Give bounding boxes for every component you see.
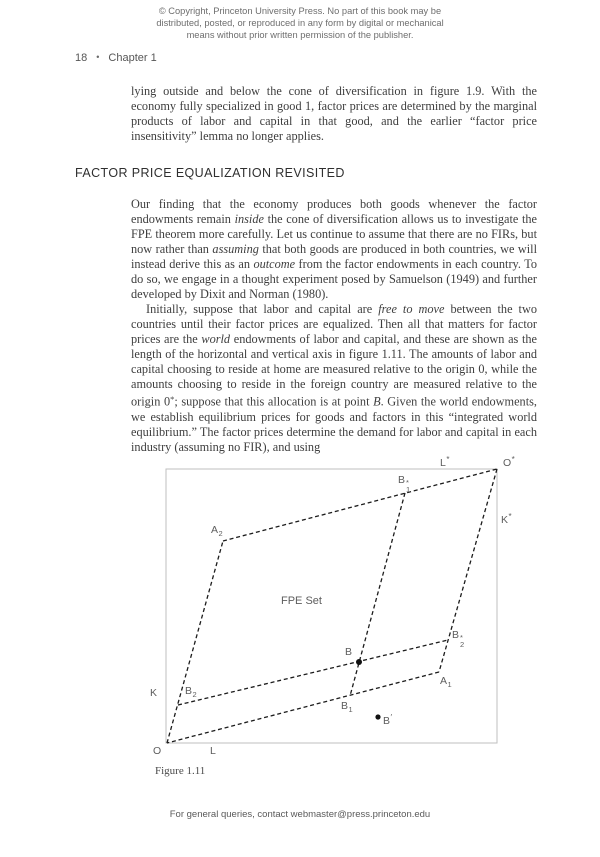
section-heading: FACTOR PRICE EQUALIZATION REVISITED [75, 166, 345, 180]
copyright-line: © Copyright, Princeton University Press. No part of this book may be [158, 6, 442, 16]
copyright-notice [0, 5, 600, 41]
page-number: 18 [75, 52, 88, 64]
label-b1-star: B * 1 [398, 474, 411, 494]
label-b2: $B_2$ [185, 685, 197, 699]
paragraph: Initially, suppose that labor and capital are free to move between the two countries until their factor prices are equalized. Then all that matters for factor prices are the world endowments of labor and capital, and these are shown as the length of the horizontal and vertical axis in figure 1.11. The amounts of labor and capital choosing to reside at home are measured relative to the origin 0, while the amounts choosing to reside in the foreign country are measured relative to the origin 0*; suppose that this allocation is at point B. Given the world endowments, we establish equilibrium prices for goods and factors in this “integrated world equilibrium.” The factor prices determine the demand for labor and capital in each industry (assuming no FIR), and using [131, 302, 537, 454]
figure-caption: Figure 1.11 [155, 765, 206, 777]
label-l-star: L* [440, 455, 450, 469]
label-k-star: K* [501, 512, 512, 526]
paragraph-continuation: lying outside and below the cone of diversification in figure 1.9. With the economy fully specialized in good 1, factor prices are determined by the marginal products of labor and capital in that good, and the earlier “factor price insensitivity” lemma no longer applies. [131, 84, 537, 143]
chapter-title: Chapter 1 [108, 52, 157, 64]
body-text-block [131, 197, 537, 455]
diagram-svg [140, 450, 540, 785]
copyright-line: distributed, posted, or reproduced in any form by digital or mechanical [156, 18, 444, 28]
label-l: L [210, 745, 216, 757]
copyright-line: means without prior written permission of the publisher. [186, 30, 414, 40]
label-b-prime: B′ [383, 713, 393, 727]
label-b1: $B_1$ [341, 700, 353, 714]
running-header [75, 52, 157, 64]
figure-1-11 [140, 450, 540, 785]
label-a1: $A_1$ [440, 675, 452, 689]
paragraph: Our finding that the economy produces both goods whenever the factor endowments remain inside the cone of diversification allows us to investigate the FPE theorem more carefully. Let us continue to assume that there are no FIRs, but now rather than assuming that both goods are produced in both countries, we will instead derive this as an outcome from the factor endowments in each country. To do so, we engage in a thought experiment posed by Samuelson (1949) and further developed by Dixit and Norman (1980). [131, 197, 538, 301]
label-k: K [150, 687, 158, 699]
label-o-star: O* [503, 455, 515, 469]
label-b: B [345, 646, 353, 658]
page-footer: For general queries, contact webmaster@press.princeton.edu [169, 809, 431, 820]
label-o: O [153, 745, 162, 757]
label-fpe-set: FPE Set [281, 595, 322, 607]
label-a2: $A_2$ [211, 524, 223, 538]
label-b2-star: B * 2 [452, 629, 465, 649]
header-separator: • [96, 52, 100, 62]
